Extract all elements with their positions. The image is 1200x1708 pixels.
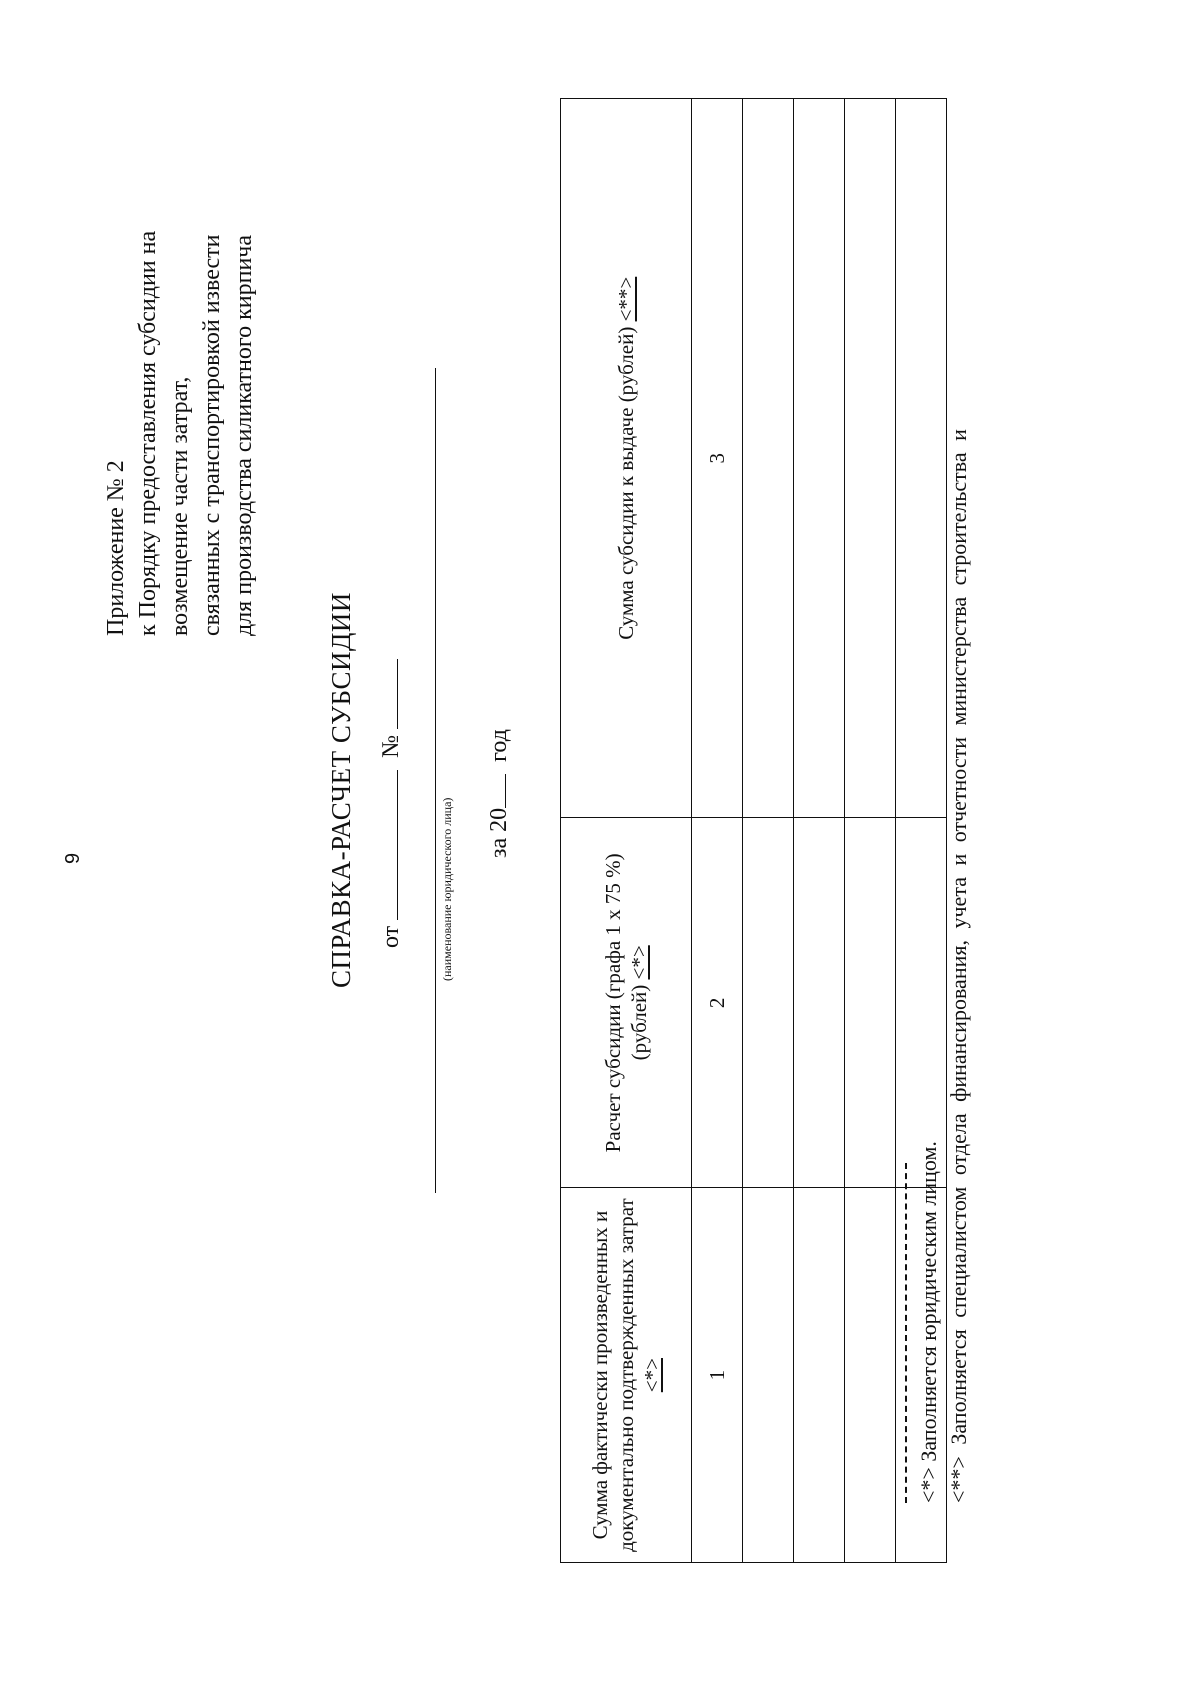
footnote-ref: <**>	[614, 276, 638, 322]
column-number: 1	[692, 1188, 743, 1563]
number-blank	[395, 659, 398, 729]
table-row	[794, 99, 845, 1563]
document-title: СПРАВКА-РАСЧЕТ СУБСИДИИ	[326, 592, 356, 988]
subsidy-table	[560, 98, 947, 1563]
footnote-ref: <*>	[640, 1358, 664, 1393]
footnote: <**> Заполняется специалистом отдела финансирования, учета и отчетности министерства строительства и	[946, 429, 971, 1503]
footnote-ref: <*>	[627, 945, 651, 980]
appendix-line: Приложение № 2	[103, 460, 129, 636]
header-cell: Расчет субсидии (графа 1 x 75 %) (рублей) <*>	[561, 818, 692, 1188]
footnote: <*> Заполняется юридическим лицом.	[916, 1141, 941, 1503]
entity-name-line	[435, 368, 436, 1193]
appendix-header	[100, 36, 260, 636]
table-header-row	[561, 99, 692, 1563]
entity-caption: (наименование юридического лица)	[440, 797, 454, 981]
date-blank	[395, 770, 398, 920]
number-label: №	[378, 734, 404, 758]
year-blank	[503, 774, 506, 808]
column-number-row	[692, 99, 743, 1563]
page-number: 9	[62, 852, 84, 864]
appendix-line: связанных с транспортировкой извести	[199, 234, 225, 636]
column-number: 2	[692, 818, 743, 1188]
year-line	[486, 729, 513, 858]
column-number: 3	[692, 99, 743, 818]
header-cell: Сумма фактически произведенных и документально подтвержденных затрат <*>	[561, 1188, 692, 1563]
appendix-line: возмещение части затрат,	[167, 376, 193, 636]
table-row	[845, 99, 896, 1563]
appendix-line: к Порядку предоставления субсидии на	[135, 230, 161, 636]
table-row	[743, 99, 794, 1563]
appendix-line: для производства силикатного кирпича	[231, 234, 257, 636]
year-suffix: год	[486, 729, 512, 762]
footnotes	[914, 63, 974, 1503]
year-prefix: за 20	[486, 807, 512, 858]
header-cell: Сумма субсидии к выдаче (рублей) <**>	[561, 99, 692, 818]
from-label: от	[378, 925, 404, 948]
date-number-line	[378, 659, 405, 948]
footnote-separator	[905, 1163, 907, 1503]
